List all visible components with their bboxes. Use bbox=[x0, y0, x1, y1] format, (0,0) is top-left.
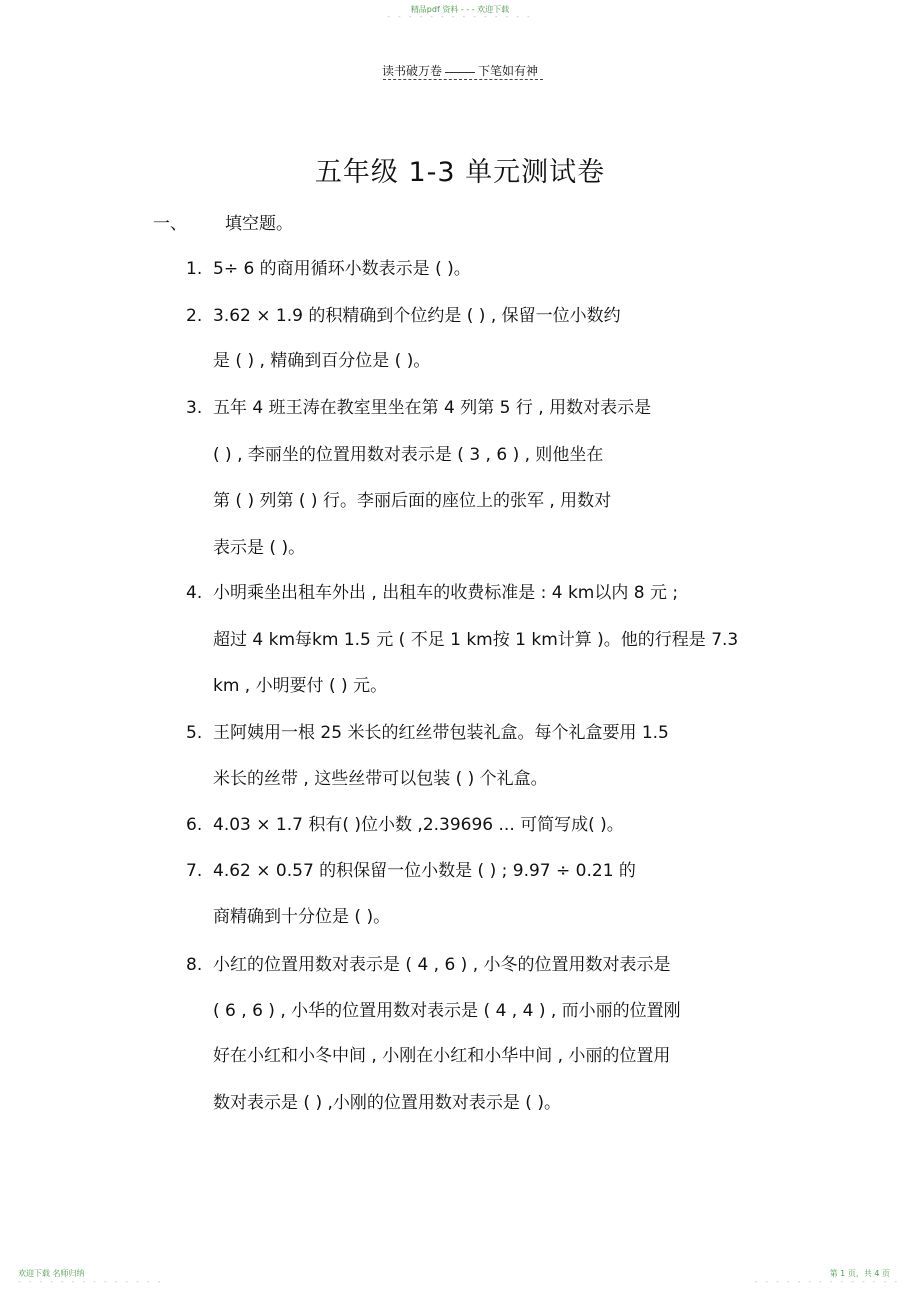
question-line: 小明乘坐出租车外出 , 出租车的收费标准是 : 4 km以内 8 元 ; bbox=[213, 583, 679, 603]
running-header bbox=[0, 62, 920, 79]
question-number: 3. bbox=[186, 398, 203, 418]
page-indicator: 第 1 页，共 4 页 bbox=[829, 1269, 890, 1278]
watermark-top-dots: - - - - - - - - - - - - - - bbox=[387, 13, 533, 21]
watermark-bottom-left: 欢迎下载 名师归纳 bbox=[18, 1269, 85, 1278]
question-line: 王阿姨用一根 25 米长的红丝带包装礼盒。每个礼盒要用 1.5 bbox=[213, 723, 669, 743]
question-line: 是 ( ) , 精确到百分位是 ( )。 bbox=[213, 351, 431, 371]
question-line: ( 6 , 6 ) , 小华的位置用数对表示是 ( 4 , 4 ) , 而小丽的位置刚 bbox=[213, 1001, 681, 1021]
question-number: 4. bbox=[186, 583, 203, 603]
question-number: 5. bbox=[186, 723, 203, 743]
question-line: 数对表示是 ( ) ,小刚的位置用数对表示是 ( )。 bbox=[213, 1093, 561, 1113]
question-number: 8. bbox=[186, 955, 203, 975]
watermark-bottom-right-dots: - - - - - - - - - - - - - - bbox=[754, 1278, 900, 1286]
question-number: 2. bbox=[186, 306, 203, 326]
header-gap bbox=[445, 72, 475, 73]
section-label: 填空题。 bbox=[225, 214, 293, 234]
question-line: 超过 4 km每km 1.5 元 ( 不足 1 km按 1 km计算 )。他的行程是 7.3 bbox=[213, 630, 739, 650]
question-line: 第 ( ) 列第 ( ) 行。李丽后面的座位上的张军 , 用数对 bbox=[213, 491, 612, 511]
question-number: 6. bbox=[186, 815, 203, 835]
question-line: 五年 4 班王涛在教室里坐在第 4 列第 5 行 , 用数对表示是 bbox=[213, 398, 652, 418]
question-number: 1. bbox=[186, 259, 203, 279]
section-heading bbox=[153, 209, 293, 234]
header-right: 下笔如有神 bbox=[478, 64, 539, 78]
question-line: 表示是 ( )。 bbox=[213, 538, 306, 558]
question-number: 7. bbox=[186, 861, 203, 881]
question-line: 4.03 × 1.7 积有( )位小数 ,2.39696 ... 可简写成( )。 bbox=[213, 815, 624, 835]
question-line: 米长的丝带 , 这些丝带可以包装 ( ) 个礼盒。 bbox=[213, 769, 548, 789]
question-line: km , 小明要付 ( ) 元。 bbox=[213, 676, 388, 696]
watermark-bottom-left-dots: - - - - - - - - - - - - - - bbox=[18, 1278, 164, 1286]
question-line: 3.62 × 1.9 的积精确到个位约是 ( ) , 保留一位小数约 bbox=[213, 306, 621, 326]
question-line: 商精确到十分位是 ( )。 bbox=[213, 907, 391, 927]
question-line: 好在小红和小冬中间 , 小刚在小红和小华中间 , 小丽的位置用 bbox=[213, 1046, 671, 1066]
header-left: 读书破万卷 bbox=[381, 64, 442, 78]
header-rule bbox=[383, 79, 543, 80]
question-line: 5÷ 6 的商用循环小数表示是 ( )。 bbox=[213, 259, 471, 279]
question-line: ( ) , 李丽坐的位置用数对表示是 ( 3 , 6 ) , 则他坐在 bbox=[213, 445, 604, 465]
question-line: 小红的位置用数对表示是 ( 4 , 6 ) , 小冬的位置用数对表示是 bbox=[213, 955, 671, 975]
watermark-top: 精品pdf 资料 - - - 欢迎下载 bbox=[410, 5, 510, 14]
question-line: 4.62 × 0.57 的积保留一位小数是 ( ) ; 9.97 ÷ 0.21 的 bbox=[213, 861, 636, 881]
section-number: 一、 bbox=[153, 214, 187, 234]
page-title: 五年级 1-3 单元测试卷 bbox=[314, 157, 606, 188]
